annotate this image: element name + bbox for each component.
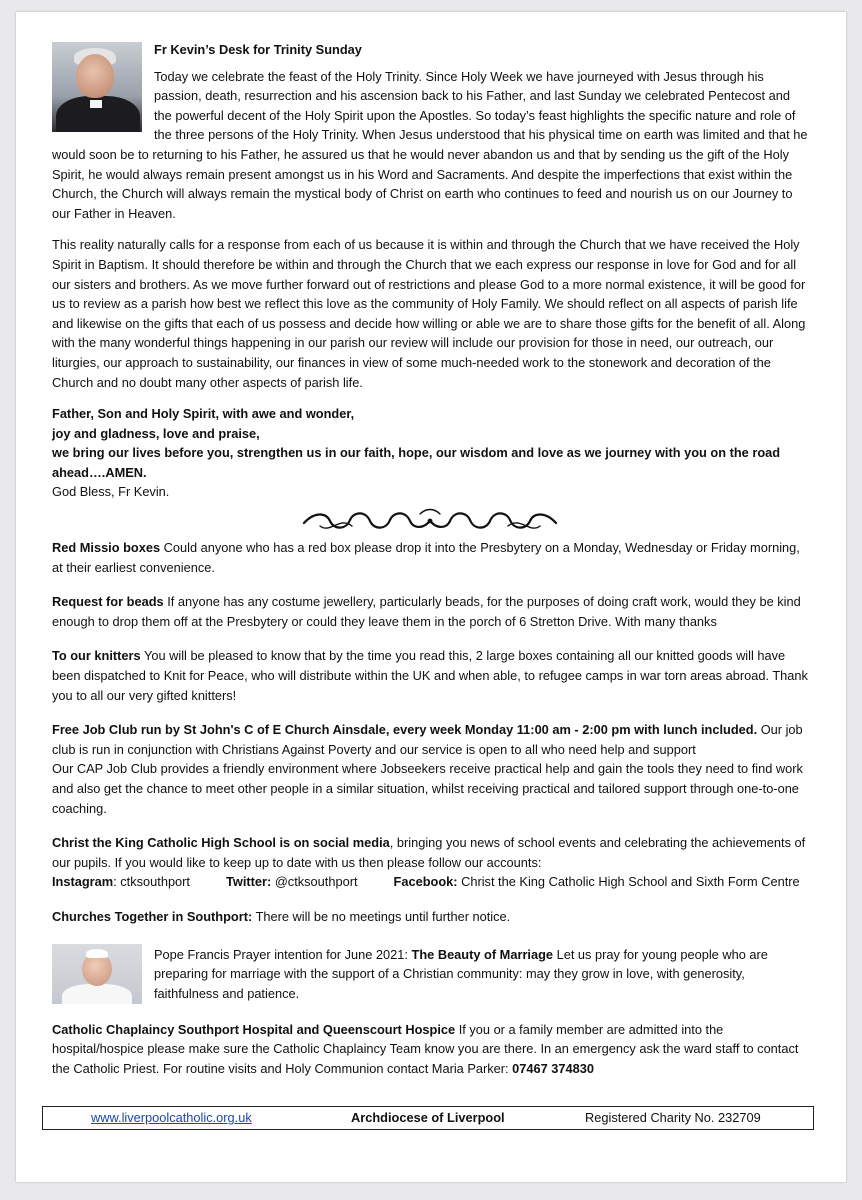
pope-prayer-intention: Pope Francis Prayer intention for June 2021: The Beauty of Marriage Let us pray for young people who are preparing for marriage with the support of a Christian community: may they grow in love, with generosity, faithfulness and patience. (154, 946, 768, 1001)
archdiocese-label: Archdiocese of Liverpool (351, 1110, 505, 1125)
ornamental-divider (52, 508, 808, 534)
signoff: God Bless, Fr Kevin. (52, 484, 170, 500)
instagram-label: Instagram (52, 874, 114, 890)
prayer-line-2: joy and gladness, love and praise, (52, 425, 260, 441)
charity-number: Registered Charity No. 232709 (585, 1110, 761, 1125)
prayer-line-1: Father, Son and Holy Spirit, with awe and wonder, (52, 406, 355, 422)
fr-kevin-photo (52, 42, 142, 132)
notice-pope (52, 942, 808, 1008)
newsletter-page (16, 12, 846, 1182)
desk-title: Fr Kevin’s Desk for Trinity Sunday (154, 42, 362, 57)
notice-knitters: To our knitters You will be pleased to know that by the time you read this, 2 large boxes containing all our knitted goods will have been dispatched to Knit for Peace, who will distribute within the UK and when able, to refugee camps in war torn areas abroad. Thank you to all our very gifted knitters! (52, 648, 808, 703)
facebook-page: Christ the King Catholic High School and Sixth Form Centre (457, 874, 800, 890)
notice-missio: Red Missio boxes Could anyone who has a red box please drop it into the Presbytery on a Monday, Wednesday or Friday morning, at their earliest convenience. (52, 540, 800, 575)
notice-beads: Request for beads If anyone has any costume jewellery, particularly beads, for the purposes of doing craft work, would they be kind enough to drop them off at the Presbytery or could they leave them in the porch of 6 Stretton Drive. With many thanks (52, 594, 801, 629)
notice-job-club: Free Job Club run by St John's C of E Church Ainsdale, every week Monday 11:00 am - 2:00 pm with lunch included. Our job club is run in conjunction with Christians Against Poverty and our service is open to all who need help and support (52, 722, 803, 757)
twitter-handle: @ctksouthport (271, 874, 358, 890)
instagram-handle: : ctksouthport (113, 874, 190, 890)
notice-job-club-details: Our CAP Job Club provides a friendly environment where Jobseekers receive practical help and gain the tools they need to find work and also get the chance to meet other people in a similar situation, whilst receiving practical and tailored support through one-to-one coaching. (52, 761, 803, 816)
notice-school: Christ the King Catholic High School is on social media, bringing you news of school events and celebrating the achievements of our pupils. If you would like to keep up to date with us then please follow our accounts: (52, 835, 806, 870)
website-link[interactable]: www.liverpoolcatholic.org.uk (91, 1110, 252, 1125)
pope-francis-photo (52, 944, 142, 1004)
twitter-label: Twitter: (226, 874, 272, 890)
prayer-line-3: we bring our lives before you, strengthen us in our faith, hope, our wisdom and love as we journey with you on the road ahead….AMEN. (52, 445, 781, 480)
notice-churches-together: Churches Together in Southport: There will be no meetings until further notice. (52, 908, 511, 924)
school-social-accounts (52, 872, 808, 892)
chaplaincy-phone: 07467 374830 (512, 1060, 595, 1076)
footer-bar (42, 1106, 814, 1130)
page-content (52, 40, 808, 1078)
flourish-icon (300, 508, 560, 534)
desk-paragraph-2: This reality naturally calls for a response from each of us because it is within and through the Church that we have received the Holy Spirit in Baptism. It should therefore be within and through the Church that we each express our response in love for God and for all our sisters and brothers. As we move further forward out of restrictions and please God to a more normal existence, it will be good for us to review as a parish how best we reflect this love as the community of Holy Family. We should reflect on all aspects of parish life and likewise on the gifts that each of us possess and decide how willing or able we are to share those gifts for the benefit of all. Along with the many wonderful things happening in our parish our review will include our provision for those in need, our outreach, our liturgies, our approach to sustainability, our finances in view of some much-needed work to the stonework and decoration of the Church and no doubt many other aspects of parish life. (52, 237, 806, 390)
desk-paragraph-1: Today we celebrate the feast of the Holy Trinity. Since Holy Week we have journeyed with Jesus through his passion, death, resurrection and his ascension back to his Father, and last Sunday we celebrated Pentecost and the powerful decent of the Holy Spirit upon the Apostles. So today’s feast highlights the specific nature and role of the three persons of the Holy Trinity. When Jesus understood that his physical time on earth was limited and that he would soon be to returning to his Father, he assured us that he would never abandon us and that by sending us the gift of the Holy Spirit, he would always remain present amongst us in his Word and Sacraments. And despite the imperfections that exist within the Church, the Church will always remain the mystical body of Christ on earth who continues to feed and nourish us on our Journey to our Father in Heaven. (52, 68, 808, 221)
notice-chaplaincy: Catholic Chaplaincy Southport Hospital and Queenscourt Hospice If you or a family member are admitted into the hospital/hospice please make sure the Catholic Chaplaincy Team know you are there. In an emergency ask the ward staff to contact the Catholic Priest. For routine visits and Holy Communion contact Maria Parker: 07467 374830 (52, 1021, 799, 1076)
facebook-label: Facebook: (393, 874, 458, 890)
